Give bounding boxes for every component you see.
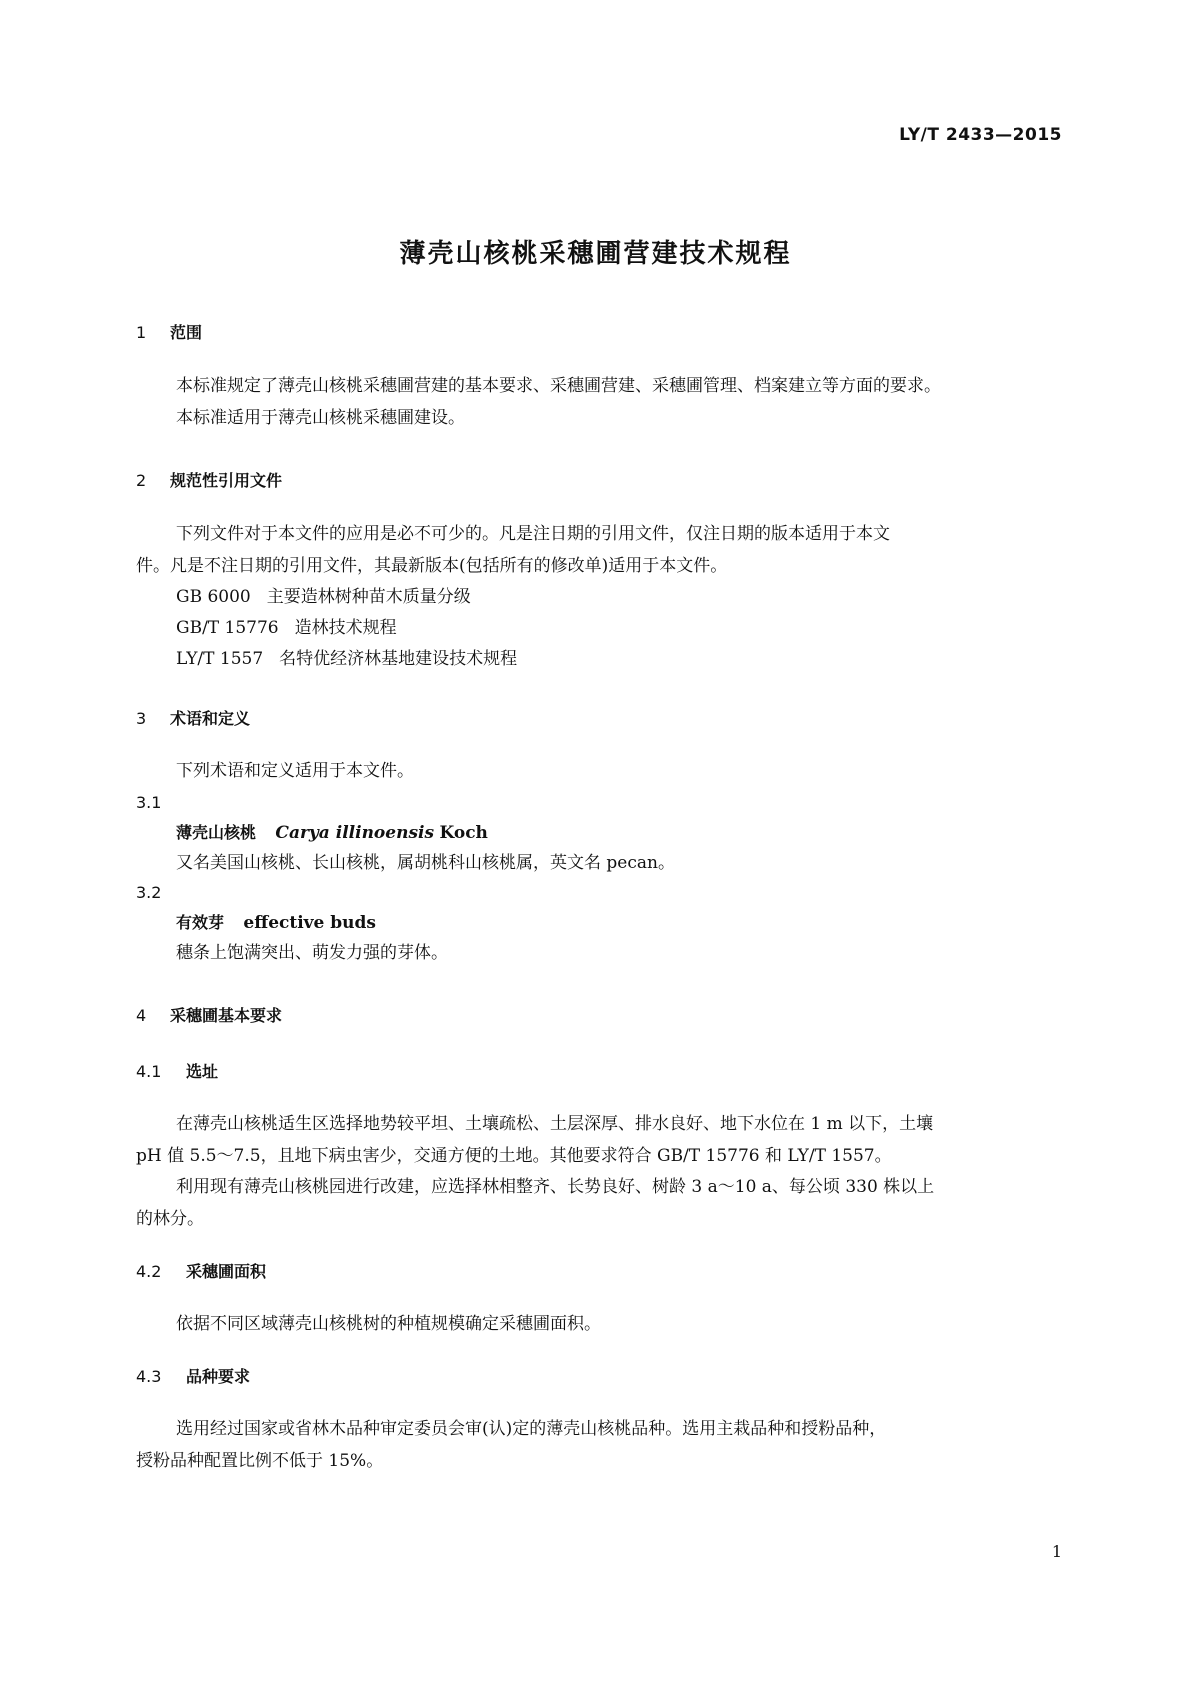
- term-english: effective buds: [243, 913, 376, 933]
- term-author: Koch: [439, 823, 488, 843]
- reference-title: 造林技术规程: [294, 618, 397, 638]
- section-number: 4.2: [136, 1262, 162, 1281]
- section-4-1-paragraph-1-line-1: 在薄壳山核桃适生区选择地势较平坦、土壤疏松、土层深厚、排水良好、地下水位在 1 m 以下，土壤: [176, 1114, 934, 1134]
- term-3-1-heading: [136, 816, 1100, 850]
- section-4-3-paragraph-line-1: 选用经过国家或省林木品种审定委员会审(认)定的薄壳山核桃品种。选用主栽品种和授粉品种，: [176, 1419, 887, 1439]
- section-3-intro: 下列术语和定义适用于本文件。: [176, 761, 414, 781]
- section-3-heading: [136, 706, 250, 729]
- section-title: 规范性引用文件: [170, 471, 283, 490]
- section-1-heading: [136, 320, 202, 343]
- term-3-2-definition: 穗条上饱满突出、萌发力强的芽体。: [176, 943, 448, 963]
- section-2-paragraph-line-2: 件。凡是不注日期的引用文件，其最新版本(包括所有的修改单)适用于本文件。: [136, 556, 728, 576]
- section-4-1-heading: [136, 1059, 218, 1082]
- reference-title: 名特优经济林基地建设技术规程: [279, 649, 518, 669]
- standard-code: LY/T 2433—2015: [899, 125, 1062, 145]
- page-number: 1: [1051, 1542, 1062, 1561]
- term-3-2-heading: [136, 906, 1100, 940]
- term-3-1-number: 3.1: [136, 793, 162, 812]
- section-number: 1: [136, 323, 147, 342]
- section-number: 4: [136, 1006, 147, 1025]
- section-4-2-paragraph: 依据不同区域薄壳山核桃树的种植规模确定采穗圃面积。: [176, 1314, 601, 1334]
- reference-title: 主要造林树种苗木质量分级: [266, 587, 471, 607]
- section-title: 范围: [170, 323, 203, 342]
- term-3-2-number: 3.2: [136, 883, 162, 902]
- normative-reference-3: [136, 643, 1100, 676]
- section-2-heading: [136, 468, 282, 491]
- term-chinese: 薄壳山核桃: [176, 823, 257, 842]
- section-4-1-paragraph-1-line-2: pH 值 5.5～7.5，且地下病虫害少，交通方便的土地。其他要求符合 GB/T 15776 和 LY/T 1557。: [136, 1146, 892, 1166]
- section-title: 采穗圃面积: [186, 1262, 267, 1281]
- section-4-1-paragraph-2-line-1: 利用现有薄壳山核桃园进行改建，应选择林相整齐、长势良好、树龄 3 a～10 a、每公顷 330 株以上: [176, 1177, 935, 1197]
- section-number: 2: [136, 471, 147, 490]
- section-title: 采穗圃基本要求: [170, 1006, 283, 1025]
- reference-code: GB/T 15776: [176, 618, 279, 638]
- section-title: 品种要求: [186, 1367, 251, 1386]
- section-title: 术语和定义: [170, 709, 251, 728]
- section-4-1-paragraph-2-line-2: 的林分。: [136, 1209, 204, 1229]
- term-chinese: 有效芽: [176, 913, 225, 932]
- section-1-paragraph-2: 本标准适用于薄壳山核桃采穗圃建设。: [176, 408, 465, 428]
- section-4-3-heading: [136, 1364, 250, 1387]
- section-2-paragraph-line-1: 下列文件对于本文件的应用是必不可少的。凡是注日期的引用文件，仅注日期的版本适用于本文: [176, 524, 890, 544]
- normative-reference-1: [136, 581, 1100, 614]
- section-number: 3: [136, 709, 147, 728]
- term-3-1-definition: 又名美国山核桃、长山核桃，属胡桃科山核桃属，英文名 pecan。: [176, 853, 675, 873]
- reference-code: LY/T 1557: [176, 649, 264, 669]
- section-number: 4.1: [136, 1062, 162, 1081]
- section-1-paragraph-1: 本标准规定了薄壳山核桃采穗圃营建的基本要求、采穗圃营建、采穗圃管理、档案建立等方面的要求。: [176, 376, 941, 396]
- section-number: 4.3: [136, 1367, 162, 1386]
- document-title: 薄壳山核桃采穗圃营建技术规程: [399, 239, 792, 269]
- section-title: 选址: [186, 1062, 219, 1081]
- section-4-3-paragraph-line-2: 授粉品种配置比例不低于 15%。: [136, 1451, 384, 1471]
- normative-reference-2: [136, 612, 1100, 645]
- reference-code: GB 6000: [176, 587, 251, 607]
- section-4-2-heading: [136, 1259, 266, 1282]
- section-4-heading: [136, 1003, 282, 1026]
- term-latin-name: Carya illinoensis: [275, 823, 435, 843]
